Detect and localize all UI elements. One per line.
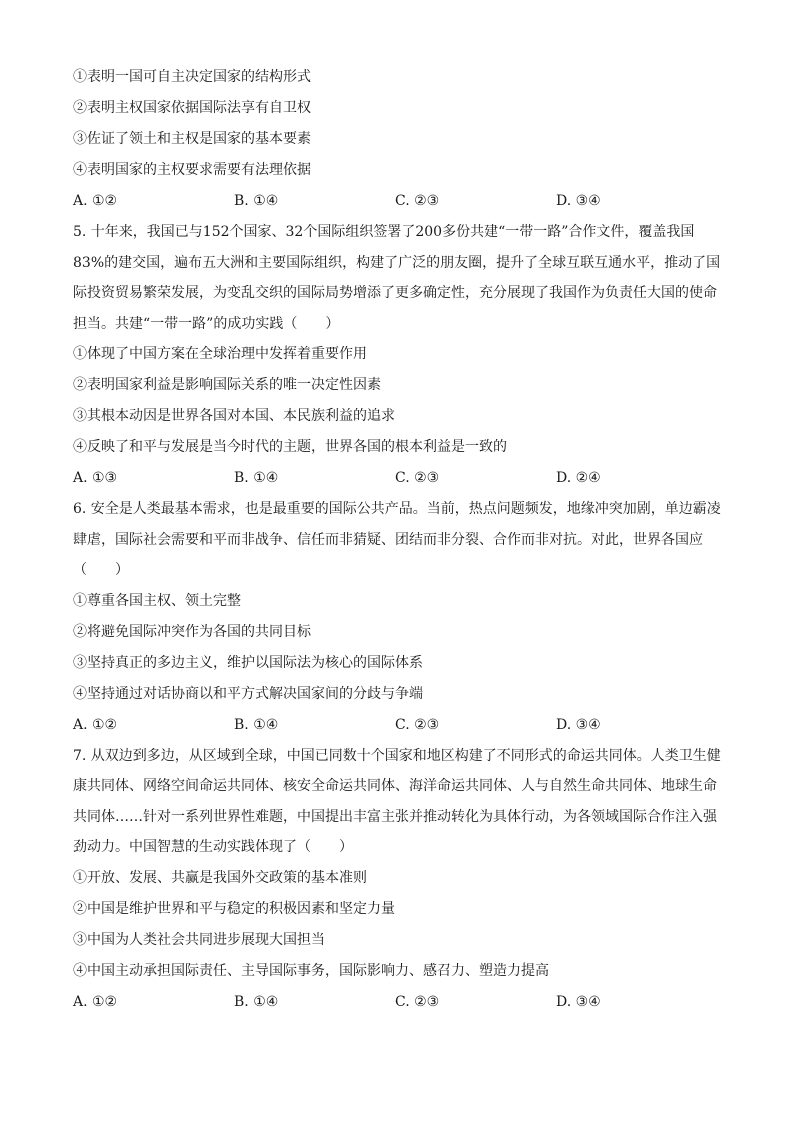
question-stem: 6. 安全是人类最基本需求，也是最重要的国际公共产品。当前，热点问题频发，地缘冲突加剧，单边霸凌 [73, 501, 721, 517]
statement: ②将避免国际冲突作为各国的共同目标 [73, 623, 311, 640]
statement: ①体现了中国方案在全球治理中发挥着重要作用 [73, 346, 367, 362]
question-6 [73, 494, 723, 741]
question-stem: 肆虐，国际社会需要和平而非战争、信任而非猜疑、团结而非分裂、合作而非对抗。对此，世界各国应 [73, 531, 703, 548]
statement: ③佐证了领土和主权是国家的基本要素 [73, 131, 311, 147]
option-c: C. ②③ [395, 193, 440, 209]
question-stem: 7. 从双边到多边，从区域到全球，中国已同数十个国家和地区构建了不同形式的命运共同体。人类卫生健 [73, 747, 721, 764]
statement: ①尊重各国主权、领土完整 [73, 592, 241, 609]
statement: ②中国是维护世界和平与稳定的积极因素和坚定力量 [73, 900, 395, 917]
statement: ④反映了和平与发展是当今时代的主题，世界各国的根本利益是一致的 [73, 439, 507, 455]
statement: ②表明主权国家依据国际法享有自卫权 [73, 100, 311, 116]
option-a: A. ①② [73, 993, 118, 1010]
answer-options [73, 186, 723, 217]
statement: ①表明一国可自主决定国家的结构形式 [73, 69, 311, 85]
question-stem: 83%的建交国，遍布五大洲和主要国际组织，构建了广泛的朋友圈，提升了全球互联互通水平，推动了国 [73, 254, 721, 271]
answer-options [73, 710, 723, 741]
question-7 [73, 741, 723, 1018]
option-b: B. ①④ [234, 470, 279, 486]
statement: ①开放、发展、共赢是我国外交政策的基本准则 [73, 869, 367, 886]
option-c: C. ②③ [395, 993, 440, 1010]
option-a: A. ①② [73, 193, 118, 209]
option-d: D. ③④ [556, 716, 601, 733]
option-b: B. ①④ [234, 993, 279, 1010]
option-b: B. ①④ [234, 716, 279, 733]
statement: ④中国主动承担国际责任、主导国际事务，国际影响力、感召力、塑造力提高 [73, 962, 549, 979]
statement: ④坚持通过对话协商以和平方式解决国家间的分歧与争端 [73, 685, 423, 702]
statement: ③其根本动因是世界各国对本国、本民族利益的追求 [73, 408, 395, 424]
option-b: B. ①④ [234, 193, 279, 209]
question-stem: 际投资贸易繁荣发展，为变乱交织的国际局势增添了更多确定性，充分展现了我国作为负责任大国的使命 [73, 285, 717, 301]
question-stem: 共同体……针对一系列世界性难题，中国提出丰富主张并推动转化为具体行动，为各领域国际合作注入强 [73, 808, 717, 825]
question-stem: 劲动力。中国智慧的生动实践体现了（ ） [73, 839, 353, 855]
option-d: D. ③④ [556, 193, 601, 209]
option-d: D. ③④ [556, 993, 601, 1010]
question-5 [73, 217, 723, 494]
option-a: A. ①③ [73, 470, 118, 486]
question-stem: 担当。共建“一带一路”的成功实践（ ） [73, 315, 340, 332]
exam-page [73, 62, 723, 1018]
option-d: D. ②④ [556, 470, 601, 486]
option-c: C. ②③ [395, 470, 440, 486]
question-stem: （ ） [73, 562, 129, 578]
option-c: C. ②③ [395, 716, 440, 733]
statement: ④表明国家的主权要求需要有法理依据 [73, 162, 311, 178]
answer-options [73, 987, 723, 1018]
statement: ②表明国家利益是影响国际关系的唯一决定性因素 [73, 377, 381, 393]
answer-options [73, 463, 723, 494]
prev-question [73, 62, 723, 217]
statement: ③坚持真正的多边主义，维护以国际法为核心的国际体系 [73, 654, 423, 671]
statement: ③中国为人类社会共同进步展现大国担当 [73, 931, 325, 948]
option-a: A. ①② [73, 716, 118, 733]
question-stem: 5. 十年来，我国已与152个国家、32个国际组织签署了200多份共建“一带一路”合作文件，覆盖我国 [73, 224, 695, 240]
question-stem: 康共同体、网络空间命运共同体、核安全命运共同体、海洋命运共同体、人与自然生命共同体、地球生命 [73, 778, 717, 794]
